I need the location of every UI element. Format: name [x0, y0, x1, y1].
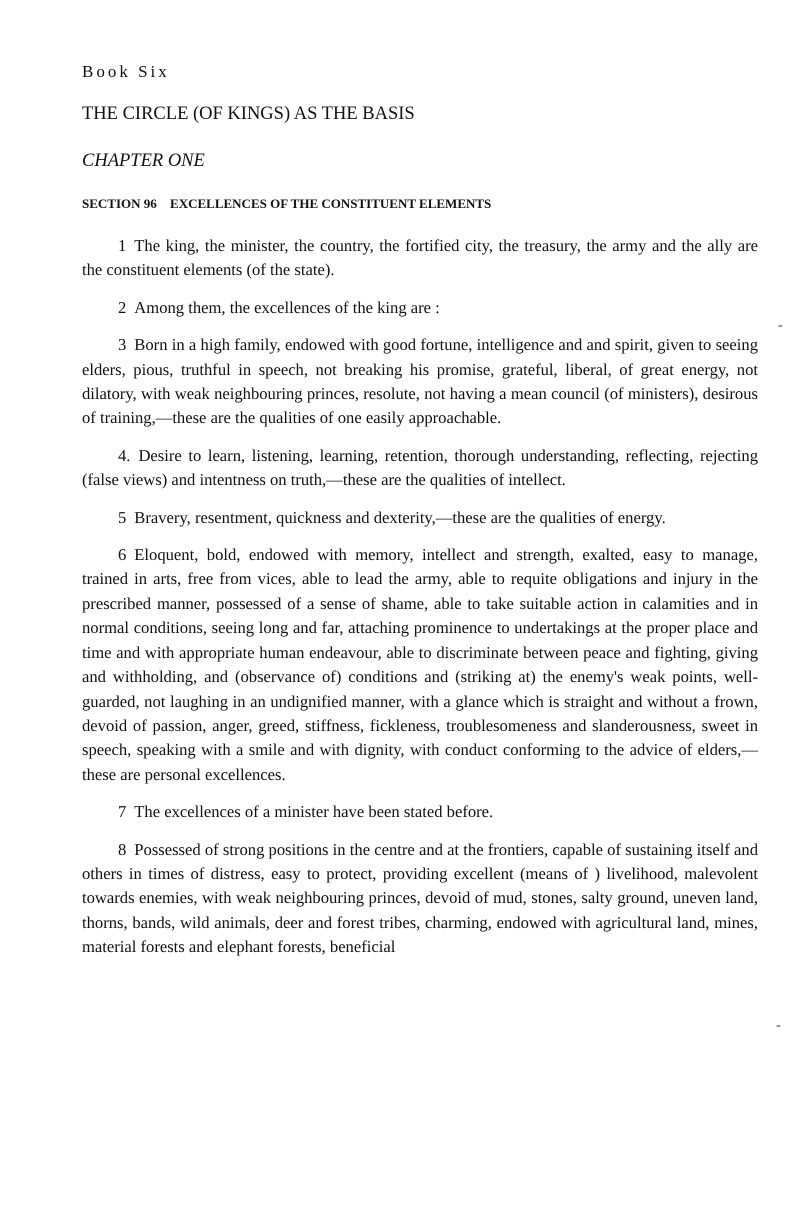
paragraph-1 — [82, 234, 758, 283]
book-page — [82, 62, 758, 973]
book-title: THE CIRCLE (OF KINGS) AS THE BASIS — [82, 104, 415, 124]
margin-mark: - — [778, 318, 783, 333]
chapter-heading: CHAPTER ONE — [82, 151, 205, 171]
paragraph-number: 7 — [118, 802, 127, 822]
paragraph-3 — [82, 333, 758, 431]
paragraph-text: Eloquent, bold, endowed with memory, intellect and strength, exalted, easy to manage, trained in arts, free from vices, able to lead the army, able to requite obligations and injury in the prescribed manner, possessed of a sense of shame, able to take suitable action in calamities and in normal conditions, seeing long and far, attaching prominence to undertakings at the proper place and time and with appropriate human endeavour, able to discriminate between peace and fighting, giving and withholding, and (observance of) conditions and (striking at) the enemy's weak points, well-guarded, not laughing in an undignified manner, with a glance which is straight and without a frown, devoid of passion, anger, greed, stiffness, fickleness, troublesomeness and slanderousness, sweet in speech, speaking with a smile and with dignity, with conduct conforming to the advice of elders,—these are personal excellences. — [82, 545, 758, 784]
paragraph-text: Possessed of strong positions in the centre and at the frontiers, capable of sustaining itself and others in times of distress, easy to protect, providing excellent (means of ) livelihood, malevolent towards enemies, with weak neighbouring princes, devoid of mud, stones, salty ground, uneven land, thorns, bands, wild animals, deer and forest tribes, charming, endowed with agricultural land, mines, material forests and elephant forests, beneficial — [82, 839, 758, 957]
section-heading — [82, 196, 758, 212]
section-number: SECTION 96 — [82, 196, 157, 211]
paragraph-number: 8 — [118, 839, 127, 859]
paragraph-5 — [82, 506, 758, 530]
paragraph-number: 4. — [118, 445, 131, 465]
paragraph-2 — [82, 296, 758, 320]
paragraph-text: The king, the minister, the country, the fortified city, the treasury, the army and the ally are the constituent elements (of the state). — [82, 236, 758, 280]
paragraph-text: Bravery, resentment, quickness and dexterity,—these are the qualities of energy. — [134, 507, 666, 527]
paragraph-text: Desire to learn, listening, learning, retention, thorough understanding, reflecting, rejecting (false views) and intentness on truth,—these are the qualities of intellect. — [82, 445, 758, 490]
paragraph-number: 5 — [118, 507, 127, 527]
book-label: Book Six — [82, 62, 170, 81]
paragraph-number: 6 — [118, 545, 127, 565]
section-title: EXCELLENCES OF THE CONSTITUENT ELEMENTS — [170, 196, 492, 211]
paragraph-6 — [82, 543, 758, 787]
paragraph-text: The excellences of a minister have been stated before. — [134, 802, 494, 822]
margin-mark: - — [776, 1018, 781, 1033]
paragraph-number: 3 — [118, 335, 127, 355]
paragraph-4 — [82, 444, 758, 493]
paragraph-8 — [82, 838, 758, 960]
paragraph-number: 2 — [118, 297, 127, 317]
paragraph-text: Among them, the excellences of the king are : — [134, 297, 440, 317]
paragraph-number: 1 — [118, 236, 127, 255]
paragraph-7 — [82, 800, 758, 824]
paragraph-text: Born in a high family, endowed with good fortune, intelligence and and spirit, given to seeing elders, pious, truthful in speech, not breaking his promise, grateful, liberal, of great energy, not dilatory, with weak neighbouring princes, resolute, not having a mean council (of ministers), desirous of training,—these are the qualities of one easily approachable. — [82, 335, 758, 428]
